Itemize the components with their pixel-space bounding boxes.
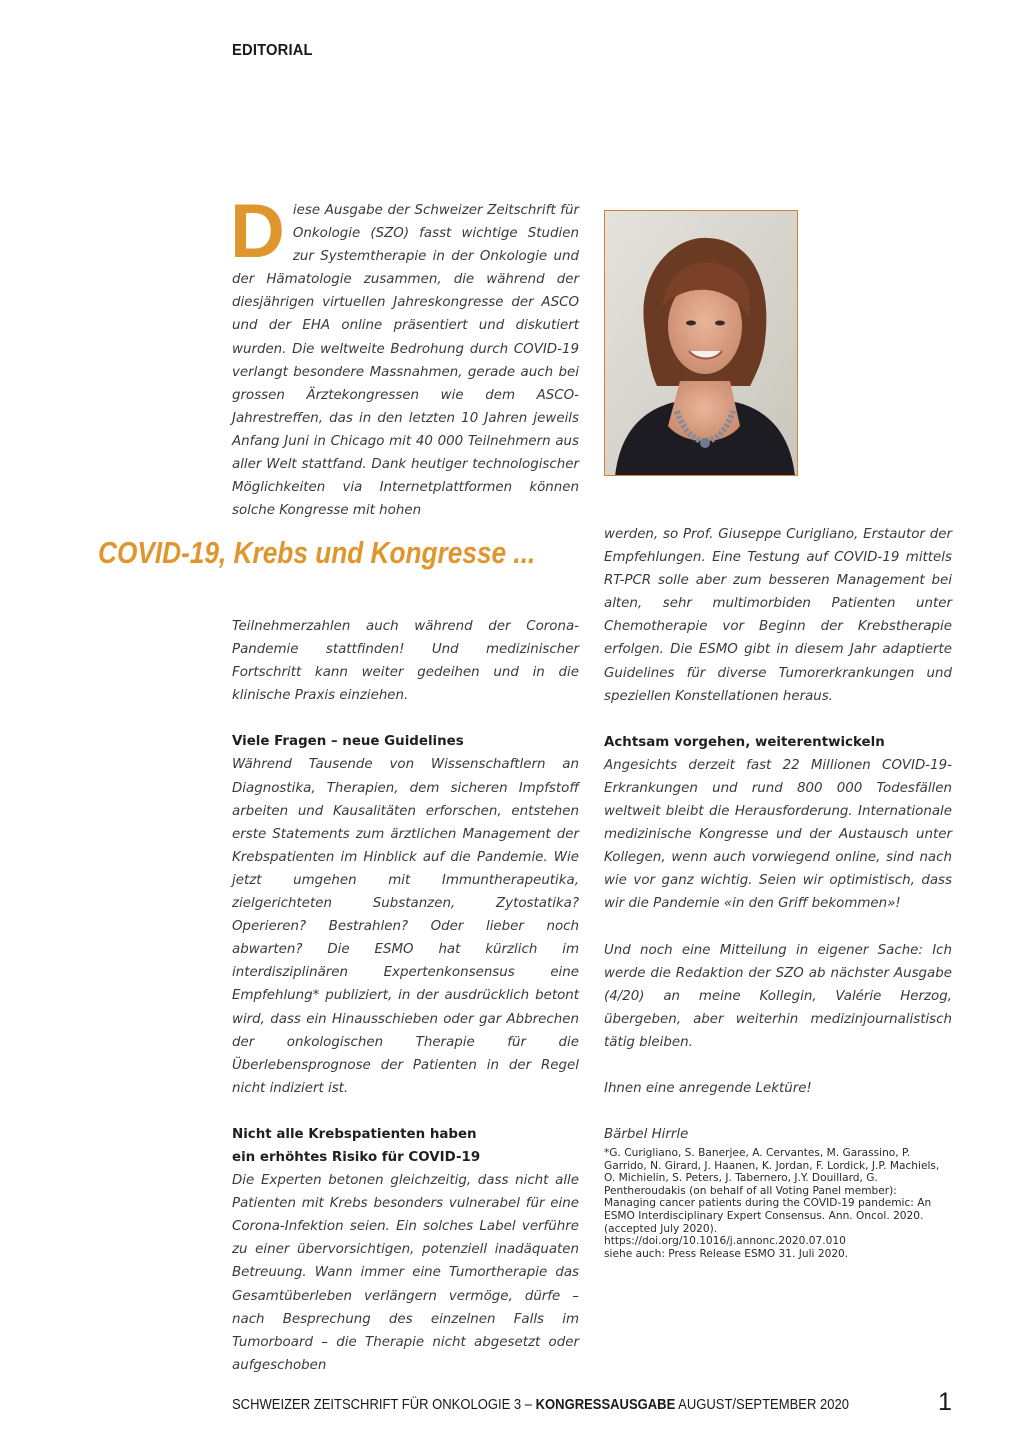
intro-paragraph [230,189,579,522]
closing-line: Ihnen eine anregende Lektüre! [604,1080,812,1096]
journal-footer [232,1397,849,1413]
signature: Bärbel Hirrle [604,1127,689,1143]
portrait-image [605,211,798,476]
subheading-achtsam: Achtsam vorgehen, weiterentwickeln [604,734,885,750]
footer-edition: KONGRESSAUSGABE [535,1397,676,1413]
footnote-see-also: siehe auch: Press Release ESMO 31. Juli 2020. [604,1247,849,1260]
page-number: 1 [938,1388,952,1416]
author-photo [604,210,798,476]
right-paragraph-3: Und noch eine Mitteilung in eigener Sache: Ich werde die Redaktion der SZO ab nächster Ausgabe (4/20) an meine Kollegin, Valérie Herzog, übergeben, aber weiterhin medizinjournalistisch tätig bleiben. [604,942,952,1050]
article-headline: COVID-19, Krebs und Kongresse ... [98,536,536,570]
intro-text: iese Ausgabe der Schweizer Zeitschrift für Onkologie (SZO) fasst wichtige Studien zur Systemtherapie in der Onkologie und der Hämatologie zusammen, die während der diesjährigen virtuellen Jahreskongresse der ASCO und der EHA online präsentiert und diskutiert wurden. Die weltweite Bedrohung durch COVID-19 verlangt besondere Massnahmen, gerade auch bei grossen Ärztekongressen wie dem ASCO-Jahrestreffen, das in den letzten 10 Jahren jeweils Anfang Juni in Chicago mit 40 000 Teilnehmern aus aller Welt stattfand. Dank heutiger technologischer Möglichkeiten via Internetplattformen können solche Kongresse mit hohen [232,203,579,519]
footer-journal-name: SCHWEIZER ZEITSCHRIFT FÜR ONKOLOGIE 3 – [232,1397,536,1413]
subheading-risk-line-1: Nicht alle Krebspatienten haben [232,1126,477,1142]
left-paragraph-1: Teilnehmerzahlen auch während der Corona-Pandemie stattfinden! Und medizinischer Fortschritt kann weiter gedeihen und in die klinische Praxis einziehen. [232,619,579,704]
footer-date: AUGUST/SEPTEMBER 2020 [675,1397,849,1413]
subheading-guidelines: Viele Fragen – neue Guidelines [232,734,464,750]
footnote-doi-link[interactable]: https://doi.org/10.1016/j.annonc.2020.07.010 [604,1235,846,1248]
right-paragraph-2: Angesichts derzeit fast 22 Millionen COVID-19-Erkrankungen und rund 800 000 Todesfällen weltweit bleibt die Herausforderung. Internationale medizinische Kongresse und der Austausch unter Kollegen, wenn auch vorwiegend online, sind nach wie vor ganz wichtig. Seien wir optimistisch, dass wir die Pandemie «in den Griff bekommen»! [604,757,952,912]
right-column [604,523,952,1146]
right-paragraph-1: werden, so Prof. Giuseppe Curigliano, Erstautor der Empfehlungen. Eine Testung auf COVID-19 mittels RT-PCR solle aber zum besseren Management bei alten, sehr multimorbiden Patienten unter Chemotherapie vor Beginn der Krebstherapie erfolgen. Die ESMO gibt in diesem Jahr adaptierte Guidelines für diverse Tumorerkrankungen und speziellen Konstellationen heraus. [604,527,952,704]
footnote [604,1147,952,1260]
footnote-reference: *G. Curigliano, S. Banerjee, A. Cervantes, M. Garassino, P. Garrido, N. Girard, J. Haanen, K. Jordan, F. Lordick, J.P. Machiels, O. Michielin, S. Peters, J. Tabernero, J.Y. Douillard, G. Pentheroudakis (on behalf of all Voting Panel member): Managing cancer patients during the COVID-19 pandemic: An ESMO Interdisciplinary Expert Consensus. Ann. Oncol. 2020. (accepted July 2020). [604,1147,940,1235]
subheading-risk-line-2: ein erhöhtes Risiko für COVID-19 [232,1149,481,1165]
section-label: EDITORIAL [232,42,313,59]
left-column [232,615,579,1377]
left-paragraph-3: Die Experten betonen gleichzeitig, dass nicht alle Patienten mit Krebs besonders vulnerabel für eine Corona-Infektion seien. Ein solches Label verführe zu einer übervorsichtigen, potenziell inadäquaten Betreuung. Wann immer eine Tumortherapie das Gesamtüberleben verlängern vermöge, dürfe – nach Besprechung des einzelnen Falls im Tumorboard – die Therapie nicht abgesetzt oder aufgeschoben [232,1173,579,1373]
drop-cap: D [230,189,285,274]
left-paragraph-2: Während Tausende von Wissenschaftlern an Diagnostika, Therapien, dem sicheren Impfstoff arbeiten und Kausalitäten erforschen, entstehen erste Statements zum ärztlichen Management der Krebspatienten im Hinblick auf die Pandemie. Wie jetzt umgehen mit Immuntherapeutika, zielgerichteten Substanzen, Zytostatika? Operieren? Bestrahlen? Oder lieber noch abwarten? Die ESMO hat kürzlich im interdisziplinären Expertenkonsensus eine Empfehlung* publiziert, in der ausdrücklich betont wird, dass ein Hinausschieben oder gar Abbrechen der onkologischen Therapie für die Überlebensprognose der Patienten in der Regel nicht indiziert ist. [232,757,579,1096]
